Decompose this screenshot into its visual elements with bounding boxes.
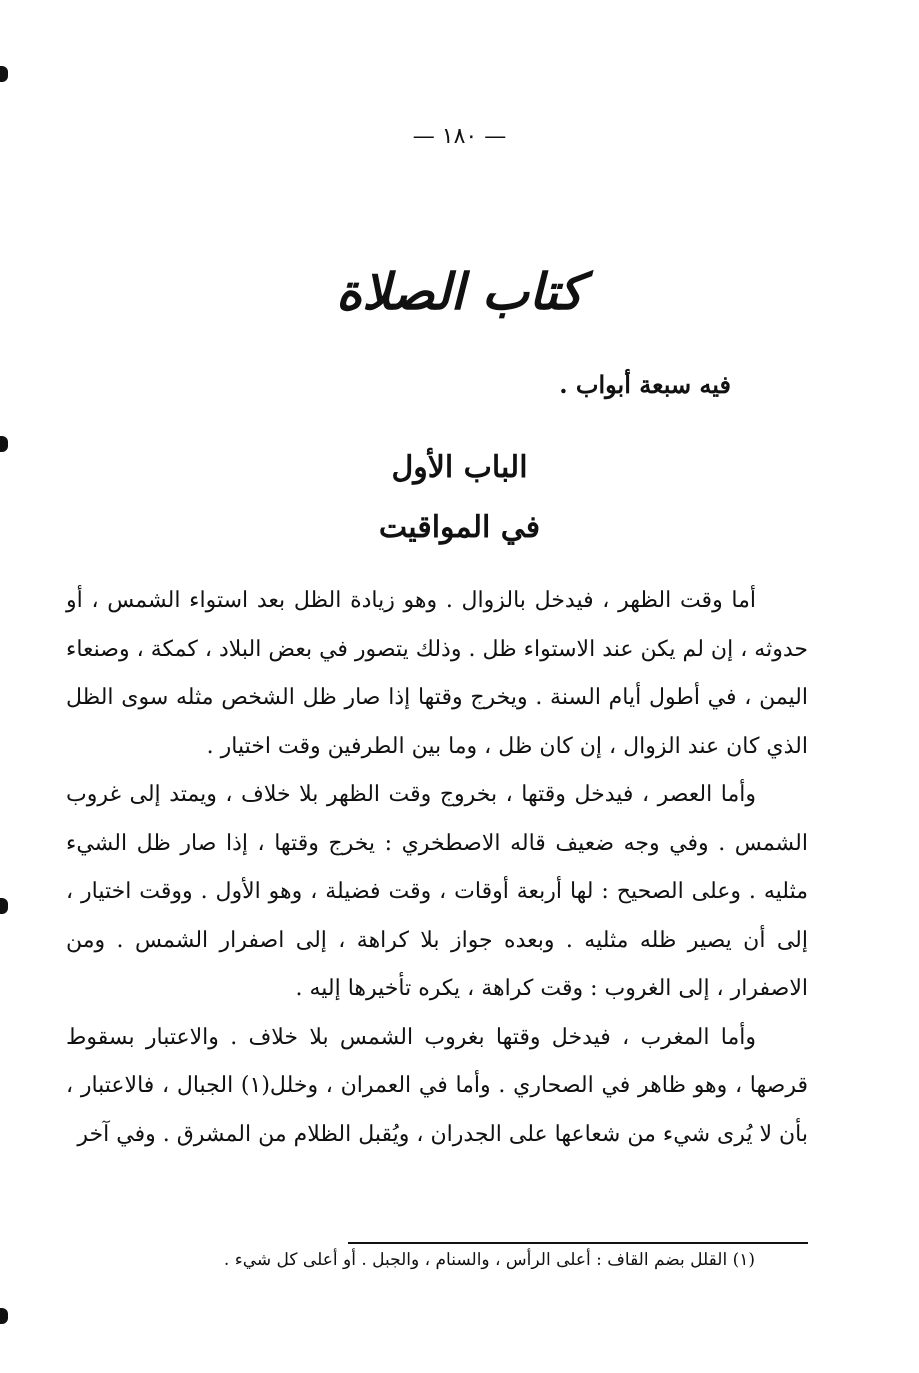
footnote: (١) القلل بضم القاف : أعلى الرأس ، والسنام ، والجبل . أو أعلى كل شيء . xyxy=(223,1250,755,1270)
body-text xyxy=(66,577,808,1159)
binding-mark xyxy=(0,66,8,82)
paragraph-dhuhr: أما وقت الظهر ، فيدخل بالزوال . وهو زيادة الظل بعد استواء الشمس ، أو حدوثه ، إن لم يكن عند الاستواء ظل . وذلك يتصور في بعض البلاد ، كمكة ، وصنعاء اليمن ، في أطول أيام السنة . ويخرج وقتها إذا صار ظل الشخص مثله سوى الظل الذي كان عند الزوال ، إن كان ظل ، وما بين الطرفين وقت اختيار . xyxy=(66,588,808,759)
chapter-subheading: في المواقيت xyxy=(378,510,541,545)
paragraph-maghrib: وأما المغرب ، فيدخل وقتها بغروب الشمس بلا خلاف . والاعتبار بسقوط قرصها ، وهو ظاهر في الصحاري . وأما في العمران ، وخلل(١) الجبال ، فالاعتبار ، بأن لا يُرى شيء من شعاعها على الجدران ، ويُقبل الظلام من المشرق . وفي آخر xyxy=(66,1024,808,1147)
paragraph-asr: وأما العصر ، فيدخل وقتها ، بخروج وقت الظهر بلا خلاف ، ويمتد إلى غروب الشمس . وفي وجه ضعيف قاله الاصطخري : يخرج وقتها ، إذا صار ظل الشيء مثليه . وعلى الصحيح : لها أربعة أوقات ، وقت فضيلة ، وهو الأول . ووقت اختيار ، إلى أن يصير ظله مثليه . وبعده جواز بلا كراهة ، إلى اصفرار الشمس . ومن الاصفرار ، إلى الغروب : وقت كراهة ، يكره تأخيرها إليه . xyxy=(66,782,808,1001)
intro-line: فيه سبعة أبواب . xyxy=(559,370,731,399)
book-title: كتاب الصلاة xyxy=(335,262,584,321)
footnote-divider xyxy=(348,1242,808,1244)
chapter-heading: الباب الأول xyxy=(391,450,528,485)
binding-mark xyxy=(0,898,8,914)
page-number: — ١٨٠ — xyxy=(412,124,507,149)
binding-mark xyxy=(0,1308,8,1324)
